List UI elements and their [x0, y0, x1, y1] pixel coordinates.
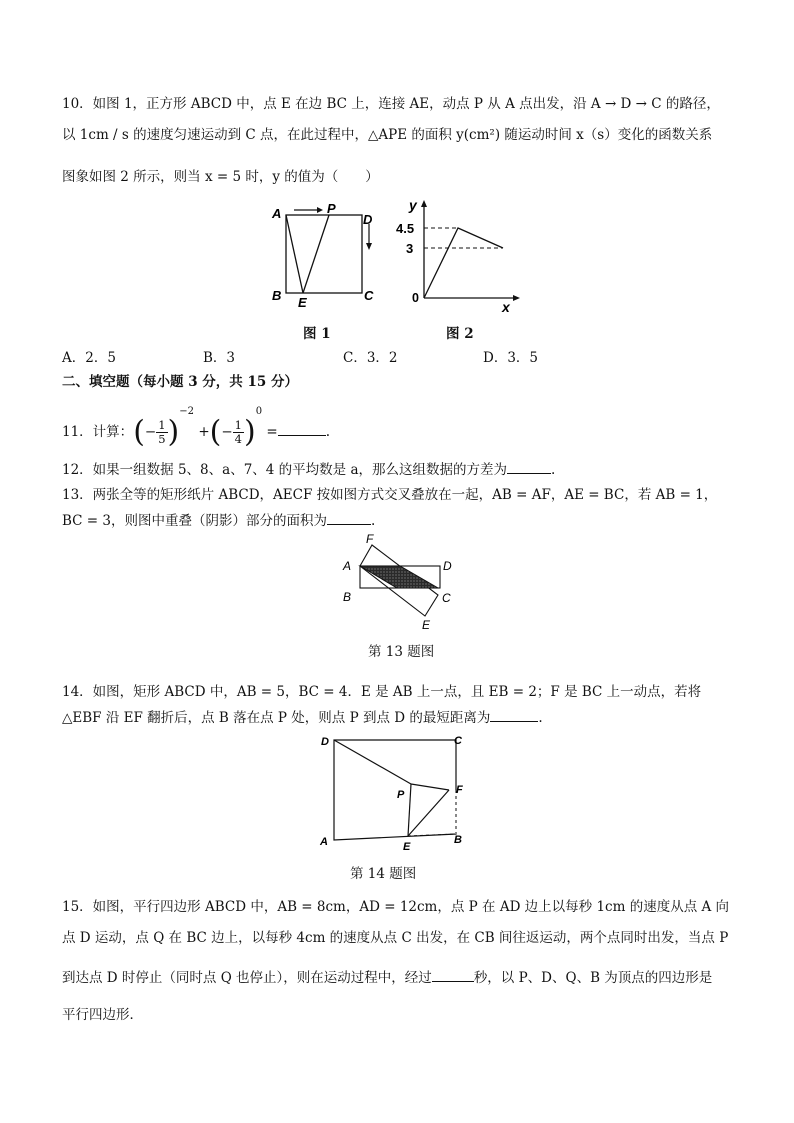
- q10-figure1-caption: 图 1: [303, 326, 331, 342]
- q11-line: 11．计算：(− $\frac{1}{5}$ )$^{-2}$ +(− $\frac{1}{4}$ )$^0$ = .: [62, 406, 330, 450]
- down-arrow-icon: [366, 243, 372, 250]
- y-axis-arrow-icon: [421, 200, 427, 207]
- label-a: A: [320, 836, 328, 848]
- label-b: B: [272, 288, 282, 303]
- rect-abcd: [334, 740, 456, 840]
- label-a: A: [343, 559, 352, 573]
- q10-figure2-caption: 图 2: [446, 326, 474, 342]
- q14-figure-caption: 第 14 题图: [350, 866, 417, 882]
- q10-figure1: [266, 200, 386, 320]
- graph-line: [424, 228, 503, 298]
- q14-line2: △EBF 沿 EF 翻折后，点 B 落在点 P 处，则点 P 到点 D 的最短距离为 .: [62, 710, 543, 726]
- q15-line2: 点 D 运动，点 Q 在 BC 边上，以每秒 4cm 的速度从点 C 出发，在 CB 间往返运动，两个点同时出发，当点 P: [62, 930, 729, 946]
- label-c: C: [364, 288, 374, 303]
- label-p: P: [397, 789, 405, 801]
- q13-figure-caption: 第 13 题图: [368, 644, 435, 660]
- label-b: B: [343, 590, 352, 604]
- segment-fe: [408, 790, 449, 836]
- q10-line3: 图象如图 2 所示，则当 x = 5 时，y 的值为（ ）: [62, 169, 379, 185]
- q15-line4: 平行四边形．: [62, 1007, 143, 1023]
- segment-ae: [286, 215, 303, 293]
- label-c: C: [454, 735, 462, 747]
- label-e: E: [298, 295, 307, 310]
- y-axis-label: y: [409, 197, 417, 213]
- segment-ep: [303, 215, 329, 293]
- label-p: P: [327, 201, 336, 216]
- q13-line2: BC = 3，则图中重叠（阴影）部分的面积为 .: [62, 513, 376, 529]
- right-arrow-icon: [317, 207, 323, 213]
- label-d: D: [443, 559, 452, 573]
- square-abcd: [286, 215, 362, 293]
- q13-answer-blank[interactable]: [327, 512, 371, 525]
- x-axis-arrow-icon: [513, 295, 520, 301]
- label-d: D: [321, 736, 329, 748]
- choice-c[interactable]: C．3．2: [343, 350, 398, 366]
- q10-line1: 10．如图 1，正方形 ABCD 中，点 E 在边 BC 上，连接 AE，动点 P 从 A 点出发，沿 A → D → C 的路径，: [62, 96, 720, 112]
- segment-dp: [334, 740, 411, 784]
- segment-pe: [408, 784, 411, 836]
- x-axis-label: x: [502, 299, 510, 315]
- tick-label-4-5: 4.5: [396, 221, 415, 236]
- q13-figure: [338, 532, 463, 632]
- section-2-title: 二、填空题（每小题 3 分，共 15 分）: [62, 374, 298, 390]
- segment-pf: [411, 784, 449, 790]
- choice-d[interactable]: D．3．5: [483, 350, 539, 366]
- label-c: C: [442, 591, 451, 605]
- label-e: E: [403, 841, 411, 853]
- origin-label: 0: [412, 291, 419, 305]
- label-d: D: [363, 212, 373, 227]
- label-f: F: [456, 784, 463, 796]
- q11-answer-blank[interactable]: [278, 423, 326, 436]
- q15-line1: 15．如图，平行四边形 ABCD 中，AB = 8cm，AD = 12cm，点 P 在 AD 边上以每秒 1cm 的速度从点 A 向: [62, 899, 730, 915]
- q12-line: 12．如果一组数据 5、8、a、7、4 的平均数是 a，那么这组数据的方差为 .: [62, 462, 556, 478]
- q10-figure2: [392, 194, 527, 319]
- choice-b[interactable]: B．3: [203, 350, 236, 366]
- tick-label-3: 3: [406, 241, 414, 256]
- label-a: A: [272, 206, 282, 221]
- q15-line3: 到达点 D 时停止（同时点 Q 也停止），则在运动过程中，经过 秒，以 P、D、Q、B 为顶点的四边形是: [62, 970, 713, 986]
- q12-answer-blank[interactable]: [507, 461, 551, 474]
- q10-line2: 以 1cm / s 的速度匀速运动到 C 点，在此过程中，△APE 的面积 y(cm²) 随运动时间 x（s）变化的函数关系: [62, 127, 713, 143]
- label-e: E: [422, 618, 431, 632]
- q14-line1: 14．如图，矩形 ABCD 中，AB = 5，BC = 4．E 是 AB 上一点，且 EB = 2；F 是 BC 上一动点，若将: [62, 684, 702, 700]
- label-f: F: [366, 532, 374, 546]
- choice-a[interactable]: A．2．5: [62, 350, 116, 366]
- q13-line1: 13．两张全等的矩形纸片 ABCD，AECF 按如图方式交叉叠放在一起，AB = AF，AE = BC，若 AB = 1，: [62, 487, 718, 503]
- q15-answer-blank[interactable]: [432, 969, 474, 982]
- q14-figure: [316, 730, 476, 855]
- label-b: B: [454, 834, 462, 846]
- shaded-overlap: [360, 566, 438, 588]
- q14-answer-blank[interactable]: [490, 709, 538, 722]
